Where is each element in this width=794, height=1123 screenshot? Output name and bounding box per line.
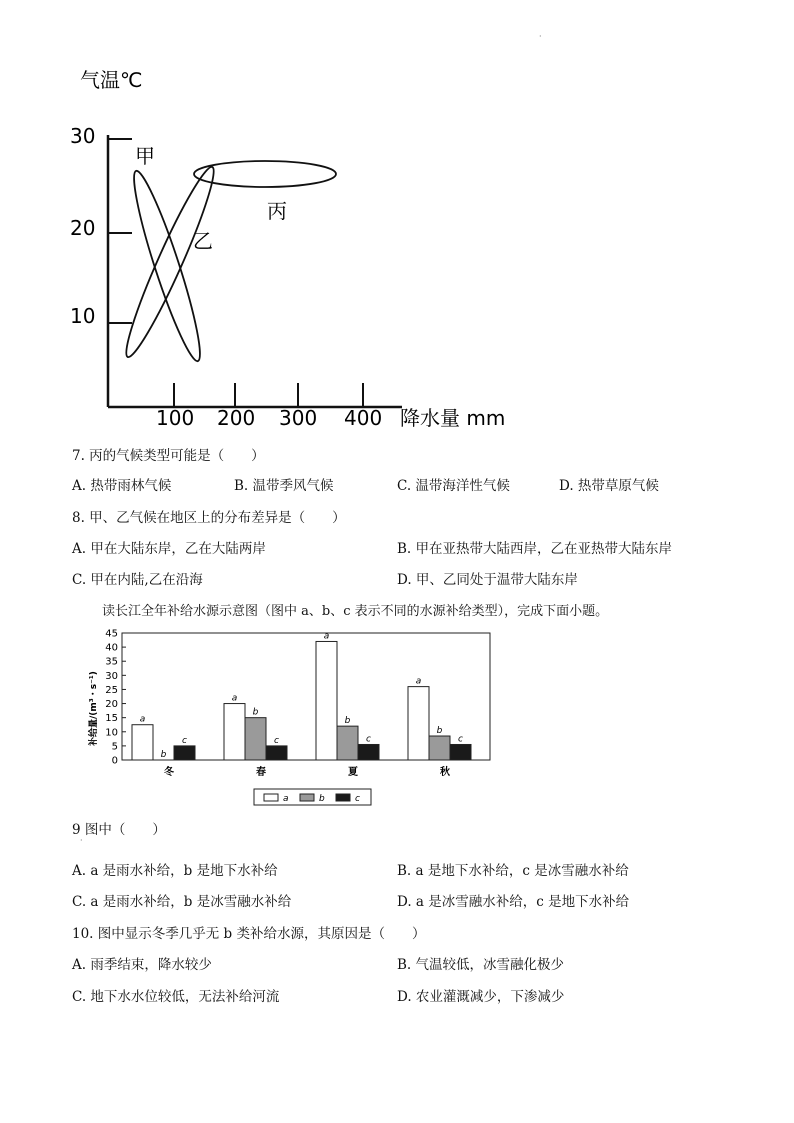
question-9-option-c: C. a 是雨水补给，b 是冰雪融水补给 — [72, 894, 292, 910]
water-supply-bar-chart — [80, 628, 520, 812]
legend-swatch-b — [300, 794, 314, 801]
bing-ellipse — [194, 161, 336, 187]
question-10-option-b: B. 气温较低，冰雪融化极少 — [397, 957, 565, 973]
climate-y-tick-label: 30 — [70, 124, 96, 148]
question-7-option-b: B. 温带季风气候 — [234, 478, 334, 494]
bar-y-tick-label: 25 — [105, 684, 118, 696]
climate-x-label: 降水量 mm — [400, 406, 506, 430]
section-intro: 读长江全年补给水源示意图（图中 a、b、c 表示不同的水源补给类型），完成下面小题。 — [102, 604, 609, 619]
legend-label-a: a — [283, 794, 289, 804]
bar-y-axis-label: 补给量/(m³・s⁻¹) — [89, 671, 99, 746]
bar-data-label: a — [139, 714, 146, 725]
bar-y-tick-label: 40 — [105, 642, 118, 654]
climate-y-label: 气温℃ — [80, 68, 143, 92]
question-8-option-b: B. 甲在亚热带大陆西岸，乙在亚热带大陆东岸 — [397, 541, 673, 557]
bing-label: 丙 — [267, 199, 287, 223]
climate-x-tick-label: 300 — [279, 406, 318, 430]
bar-y-tick-label: 45 — [105, 628, 118, 640]
legend-label-c: c — [355, 794, 360, 804]
climate-y-tick-label: 20 — [70, 216, 96, 240]
bar-data-label: b — [252, 707, 259, 718]
question-9-stem: 9 图中（ ） — [72, 822, 166, 838]
question-9-option-b: B. a 是地下水补给，c 是冰雪融水补给 — [397, 863, 629, 879]
scan-mark: · — [80, 836, 83, 845]
bar-b-1 — [245, 718, 266, 760]
question-10-option-a: A. 雨季结束，降水较少 — [72, 957, 212, 973]
question-7-option-a: A. 热带雨林气候 — [72, 478, 172, 494]
question-10-option-d: D. 农业灌溉减少，下渗减少 — [397, 989, 565, 1005]
bar-y-tick-label: 15 — [105, 713, 118, 725]
bar-c-2 — [358, 744, 379, 760]
legend-swatch-c — [336, 794, 350, 801]
bar-data-label: c — [274, 735, 279, 746]
legend-label-b: b — [319, 794, 325, 804]
bar-category-label: 夏 — [348, 767, 358, 778]
bar-data-label: a — [231, 693, 238, 704]
bar-data-label: b — [436, 726, 443, 737]
question-7-stem: 7. 丙的气候类型可能是（ ） — [72, 448, 265, 464]
jia-ellipse — [125, 167, 210, 365]
bar-b-2 — [337, 726, 358, 760]
bar-data-label: a — [415, 676, 422, 687]
question-8-stem: 8. 甲、乙气候在地区上的分布差异是（ ） — [72, 510, 346, 526]
bar-y-tick-label: 5 — [111, 741, 118, 753]
legend-swatch-a — [264, 794, 278, 801]
question-8-option-d: D. 甲、乙同处于温带大陆东岸 — [397, 572, 578, 588]
bar-data-label: c — [458, 734, 463, 745]
question-10-option-c: C. 地下水水位较低，无法补给河流 — [72, 989, 280, 1005]
bar-c-3 — [450, 744, 471, 760]
bar-b-3 — [429, 736, 450, 760]
question-8-option-a: A. 甲在大陆东岸，乙在大陆两岸 — [72, 541, 266, 557]
bar-y-tick-label: 10 — [105, 727, 118, 739]
yi-ellipse — [117, 162, 224, 362]
bar-c-1 — [266, 746, 287, 760]
question-9-option-a: A. a 是雨水补给，b 是地下水补给 — [72, 863, 278, 879]
climate-x-tick-label: 400 — [344, 406, 383, 430]
climate-chart — [60, 55, 530, 440]
jia-label: 甲 — [135, 144, 155, 168]
yi-label: 乙 — [193, 229, 213, 253]
climate-y-tick-label: 10 — [70, 304, 96, 328]
question-9-option-d: D. a 是冰雪融水补给，c 是地下水补给 — [397, 894, 630, 910]
bar-data-label: a — [323, 631, 330, 642]
question-7-option-c: C. 温带海洋性气候 — [397, 478, 510, 494]
bar-data-label: b — [344, 716, 351, 727]
bar-category-label: 冬 — [164, 767, 174, 778]
question-7-option-d: D. 热带草原气候 — [559, 478, 659, 494]
climate-x-tick-label: 100 — [156, 406, 195, 430]
bar-c-0 — [174, 746, 195, 760]
climate-x-tick-label: 200 — [217, 406, 256, 430]
bar-data-label: b — [160, 750, 167, 760]
bar-a-3 — [408, 687, 429, 760]
bar-data-label: c — [366, 734, 371, 745]
bar-y-tick-label: 30 — [105, 670, 118, 682]
bar-category-label: 秋 — [440, 767, 450, 778]
bar-y-tick-label: 0 — [111, 755, 118, 767]
bar-data-label: c — [182, 735, 187, 746]
bar-y-tick-label: 35 — [105, 656, 118, 668]
bar-a-0 — [132, 725, 153, 760]
scan-mark: · — [539, 32, 542, 41]
bar-a-2 — [316, 641, 337, 760]
question-10-stem: 10. 图中显示冬季几乎无 b 类补给水源，其原因是（ ） — [72, 926, 426, 942]
bar-a-1 — [224, 704, 245, 760]
bar-category-label: 春 — [256, 767, 266, 778]
bar-y-tick-label: 20 — [105, 699, 118, 711]
question-8-option-c: C. 甲在内陆,乙在沿海 — [72, 572, 203, 588]
